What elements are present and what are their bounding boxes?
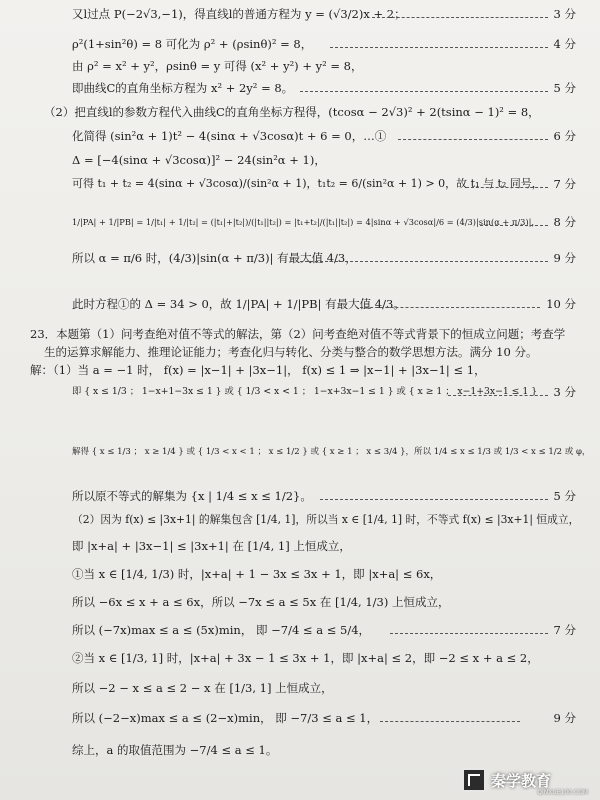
line-text: 此时方程①的 Δ = 34 > 0，故 1/|PA| + 1/|PB| 有最大值 4/3。 [72,297,405,311]
dashed-leader [330,47,548,48]
line-text: 所以 α = π/6 时，(4/3)|sin(α + π/3)| 有最大值 4/3， [72,251,357,265]
solution-line [0,650,600,672]
line-text: 所以原不等式的解集为 {x | 1/4 ≤ x ≤ 1/2}。 [72,489,312,503]
line-text: 1/|PA| + 1/|PB| = 1/|t₁| + 1/|t₂| = (|t₁|+|t₂|)/(|t₁||t₂|) = |t₁+t₂|/(|t₁||t₂|) = 4|sinα + √3cosα|/6 = (4/3)|sin(α + π/3)|， [72,217,540,227]
solution-line [0,36,600,58]
score-mark: 4 分 [553,37,576,51]
line-text: ①当 x ∈ [1/4, 1/3) 时，|x+a| + 1 − 3x ≤ 3x + 1，即 |x+a| ≤ 6x， [72,567,442,581]
solution-line [0,80,600,102]
logo-name: 秦学教育 [491,771,552,790]
score-mark: 5 分 [553,81,576,95]
qinxue-logo-icon [462,768,486,792]
dashed-leader [360,307,540,308]
score-mark: 5 分 [553,489,576,503]
line-text: 可得 t₁ + t₂ = 4(sinα + √3cosα)/(sin²α + 1)，t₁t₂ = 6/(sin²α + 1) > 0，故 t₁ 与 t₂ 同号， [72,177,543,190]
solution-line [0,6,600,28]
solution-line [0,680,600,702]
line-text: 23．本题第（1）问考查绝对值不等式的解法，第（2）问考查绝对值不等式背景下的恒成立问题；考查学 [30,327,566,341]
solution-line [0,622,600,644]
solution-line [0,250,600,272]
solution-line [0,512,600,534]
line-text: 所以 (−7x)max ≤ a ≤ (5x)min， 即 −7/4 ≤ a ≤ 5/4， [72,623,371,637]
line-text: ρ²(1+sin²θ) = 8 可化为 ρ² + (ρsinθ)² = 8， [72,37,313,51]
dashed-leader [448,395,548,396]
solution-line [0,384,600,406]
solution-line [0,296,600,318]
score-mark: 9 分 [553,251,576,265]
line-text: Δ = [−4(sinα + √3cosα)]² − 24(sin²α + 1)， [72,153,326,167]
solution-line [0,362,600,384]
logo-site: QINXUE100.COM [537,789,588,796]
score-mark: 10 分 [546,297,576,311]
score-mark: 6 分 [553,129,576,143]
score-mark: 8 分 [553,215,576,229]
solution-line [0,444,600,466]
solution-line [0,58,600,80]
line-text: 又l过点 P(−2√3,−1)，得直线l的普通方程为 y = (√3/2)x + 2； [72,7,406,21]
line-text: 所以 −6x ≤ x + a ≤ 6x，所以 −7x ≤ a ≤ 5x 在 [1/4, 1/3) 上恒成立， [72,595,450,609]
solution-line [0,176,600,198]
watermark-logo [462,766,592,794]
solution-line [0,742,600,764]
solution-line [0,566,600,588]
score-mark: 3 分 [553,385,576,399]
line-text: 由 ρ² = x² + y²，ρsinθ = y 可得 (x² + y²) + y² = 8， [72,59,363,73]
score-mark: 9 分 [553,711,576,725]
line-text: （2）因为 f(x) ≤ |3x+1| 的解集包含 [1/4, 1]，所以当 x ∈ [1/4, 1] 时，不等式 f(x) ≤ |3x+1| 恒成立， [72,513,580,526]
dashed-leader [320,499,548,500]
solution-line [0,104,600,126]
line-text: 即 { x ≤ 1/3 ； 1−x+1−3x ≤ 1 } 或 { 1/3 < x < 1 ； 1−x+3x−1 ≤ 1 } 或 { x ≥ 1 ； x−1+3x−1 ≤ 1 } [72,386,538,397]
dashed-leader [372,17,548,18]
line-text: 即曲线C的直角坐标方程为 x² + 2y² = 8。 [72,81,294,95]
solution-line [0,594,600,616]
dashed-leader [300,261,548,262]
dashed-leader [480,225,548,226]
line-text: 所以 −2 − x ≤ a ≤ 2 − x 在 [1/3, 1] 上恒成立， [72,681,333,695]
line-text: 所以 (−2−x)max ≤ a ≤ (2−x)min， 即 −7/3 ≤ a ≤ 1， [72,711,379,725]
solution-line [0,128,600,150]
line-text: 解得 { x ≤ 1/3 ； x ≥ 1/4 } 或 { 1/3 < x < 1 ； x ≤ 1/2 } 或 { x ≥ 1 ； x ≤ 3/4 }，所以 1/4 ≤ x ≤ 1/3 或 1/3 < x ≤ 1/2 或 φ， [72,447,591,457]
line-text: 生的运算求解能力、推理论证能力；考查化归与转化、分类与整合的数学思想方法。满分 10 分。 [44,345,538,359]
dashed-leader [300,91,548,92]
solution-line [0,152,600,174]
score-mark: 7 分 [553,623,576,637]
line-text: 综上，a 的取值范围为 −7/4 ≤ a ≤ 1。 [72,743,278,757]
line-text: 化简得 (sin²α + 1)t² − 4(sinα + √3cosα)t + 6 = 0，…① [72,129,387,143]
line-text: 解：（1）当 a = −1 时， f(x) = |x−1| + |3x−1|， f(x) ≤ 1 ⇒ |x−1| + |3x−1| ≤ 1， [30,363,486,377]
score-mark: 7 分 [553,177,576,191]
score-mark: 3 分 [553,7,576,21]
solution-line [0,710,600,732]
dashed-leader [390,633,548,634]
dashed-leader [380,721,520,722]
dashed-leader [398,139,548,140]
solution-line [0,214,600,236]
line-text: （2）把直线l的参数方程代入曲线C的直角坐标方程得，(tcosα − 2√3)² + 2(tsinα − 1)² = 8， [44,105,540,119]
solution-line [0,538,600,560]
dashed-leader [466,187,548,188]
line-text: ②当 x ∈ [1/3, 1] 时，|x+a| + 3x − 1 ≤ 3x + 1，即 |x+a| ≤ 2，即 −2 ≤ x + a ≤ 2， [72,651,539,665]
line-text: 即 |x+a| + |3x−1| ≤ |3x+1| 在 [1/4, 1] 上恒成立， [72,539,351,553]
solution-line [0,488,600,510]
